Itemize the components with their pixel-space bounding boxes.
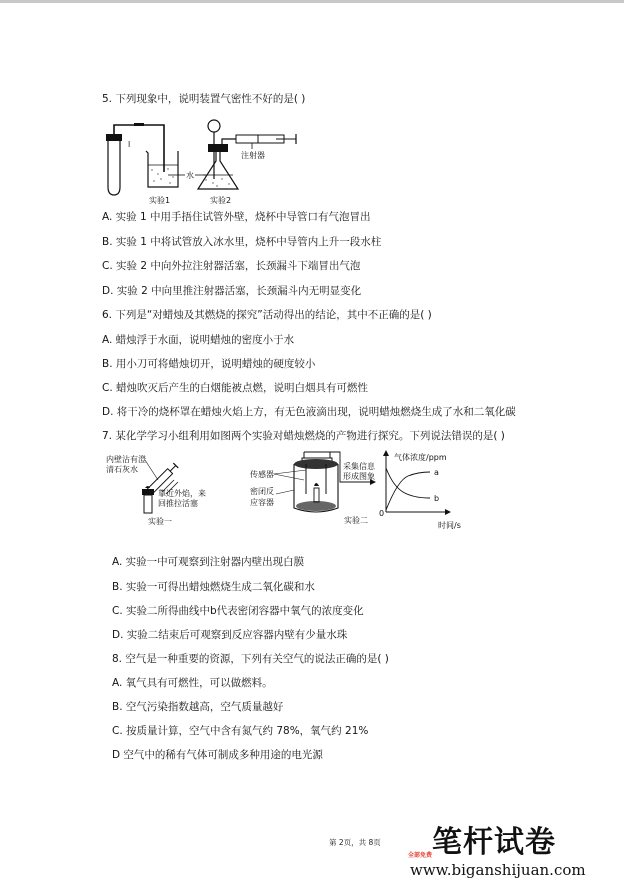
top-border	[0, 0, 624, 3]
question-7-stem: 7. 某化学学习小组利用如图两个实验对蜡烛燃烧的产物进行探究。下列说法错误的是( )	[102, 430, 505, 442]
svg-text:l: l	[128, 140, 131, 149]
watermark-url: www.biganshijuan.com	[410, 861, 586, 879]
svg-text:形成图象: 形成图象	[343, 472, 375, 481]
question-8-option-c: C. 按质量计算，空气中含有氮气约 78%，氧气约 21%	[112, 725, 369, 737]
page-number: 第 2页，共 8页	[329, 838, 381, 847]
watermark-badge: 全部免费	[408, 852, 433, 859]
question-5-option-a: A. 实验 1 中用手捂住试管外壁，烧杯中导管口有气泡冒出	[102, 211, 371, 223]
question-5-option-b: B. 实验 1 中将试管放入冰水里，烧杯中导管内上升一段水柱	[102, 236, 382, 248]
svg-text:a: a	[434, 468, 439, 477]
svg-text:密闭反: 密闭反	[250, 487, 274, 496]
question-7-option-a: A. 实验一中可观察到注射器内壁出现白膜	[112, 556, 305, 568]
question-5-figure	[98, 117, 308, 207]
svg-text:靠近外焰，来: 靠近外焰，来	[158, 489, 206, 498]
watermark-brand: 笔杆试卷	[432, 825, 556, 860]
svg-text:时间/s: 时间/s	[438, 521, 461, 530]
svg-text:内壁沾有澄: 内壁沾有澄	[106, 455, 146, 464]
svg-text:清石灰水: 清石灰水	[106, 465, 138, 474]
svg-text:实验1: 实验1	[149, 196, 171, 205]
svg-text:实验二: 实验二	[344, 516, 368, 525]
question-7-figure-2	[248, 450, 498, 535]
question-6-option-a: A. 蜡烛浮于水面，说明蜡烛的密度小于水	[102, 334, 295, 346]
svg-text:回推拉活塞: 回推拉活塞	[158, 499, 198, 508]
question-6-option-c: C. 蜡烛吹灭后产生的白烟能被点燃，说明白烟具有可燃性	[102, 382, 369, 394]
svg-text:实验一: 实验一	[148, 517, 172, 526]
svg-text:注射器: 注射器	[241, 151, 265, 160]
question-5-option-c: C. 实验 2 中向外拉注射器活塞，长颈漏斗下端冒出气泡	[102, 260, 361, 272]
question-8-option-b: B. 空气污染指数越高，空气质量越好	[112, 701, 284, 713]
question-6-stem: 6. 下列是“对蜡烛及其燃烧的探究”活动得出的结论，其中不正确的是( )	[102, 309, 432, 321]
svg-text:0: 0	[379, 509, 385, 518]
question-5-option-d: D. 实验 2 中向里推注射器活塞，长颈漏斗内无明显变化	[102, 285, 362, 297]
question-7-figure-1	[100, 450, 240, 530]
question-8-option-d: D 空气中的稀有气体可制成多种用途的电光源	[112, 749, 323, 761]
svg-text:气体浓度/ppm: 气体浓度/ppm	[394, 453, 447, 462]
question-5-stem: 5. 下列现象中，说明装置气密性不好的是( )	[102, 93, 306, 105]
svg-text:实验2: 实验2	[210, 196, 232, 205]
question-7-option-c: C. 实验二所得曲线中b代表密闭容器中氧气的浓度变化	[112, 605, 364, 617]
question-6-option-b: B. 用小刀可将蜡烛切开，说明蜡烛的硬度较小	[102, 358, 316, 370]
question-6-option-d: D. 将干冷的烧杯罩在蜡烛火焰上方，有无色液滴出现，说明蜡烛燃烧生成了水和二氧化碳	[102, 406, 516, 418]
svg-text:b: b	[434, 494, 440, 503]
question-8-stem: 8. 空气是一种重要的资源，下列有关空气的说法正确的是( )	[112, 653, 389, 665]
question-8-option-a: A. 氧气具有可燃性，可以做燃料。	[112, 677, 273, 689]
question-7-option-d: D. 实验二结束后可观察到反应容器内壁有少量水珠	[112, 629, 348, 641]
svg-text:应容器: 应容器	[250, 498, 274, 507]
svg-text:水: 水	[186, 171, 194, 180]
svg-text:采集信息: 采集信息	[343, 462, 375, 471]
svg-text:传感器: 传感器	[250, 470, 274, 479]
question-7-option-b: B. 实验一可得出蜡烛燃烧生成二氧化碳和水	[112, 581, 315, 593]
